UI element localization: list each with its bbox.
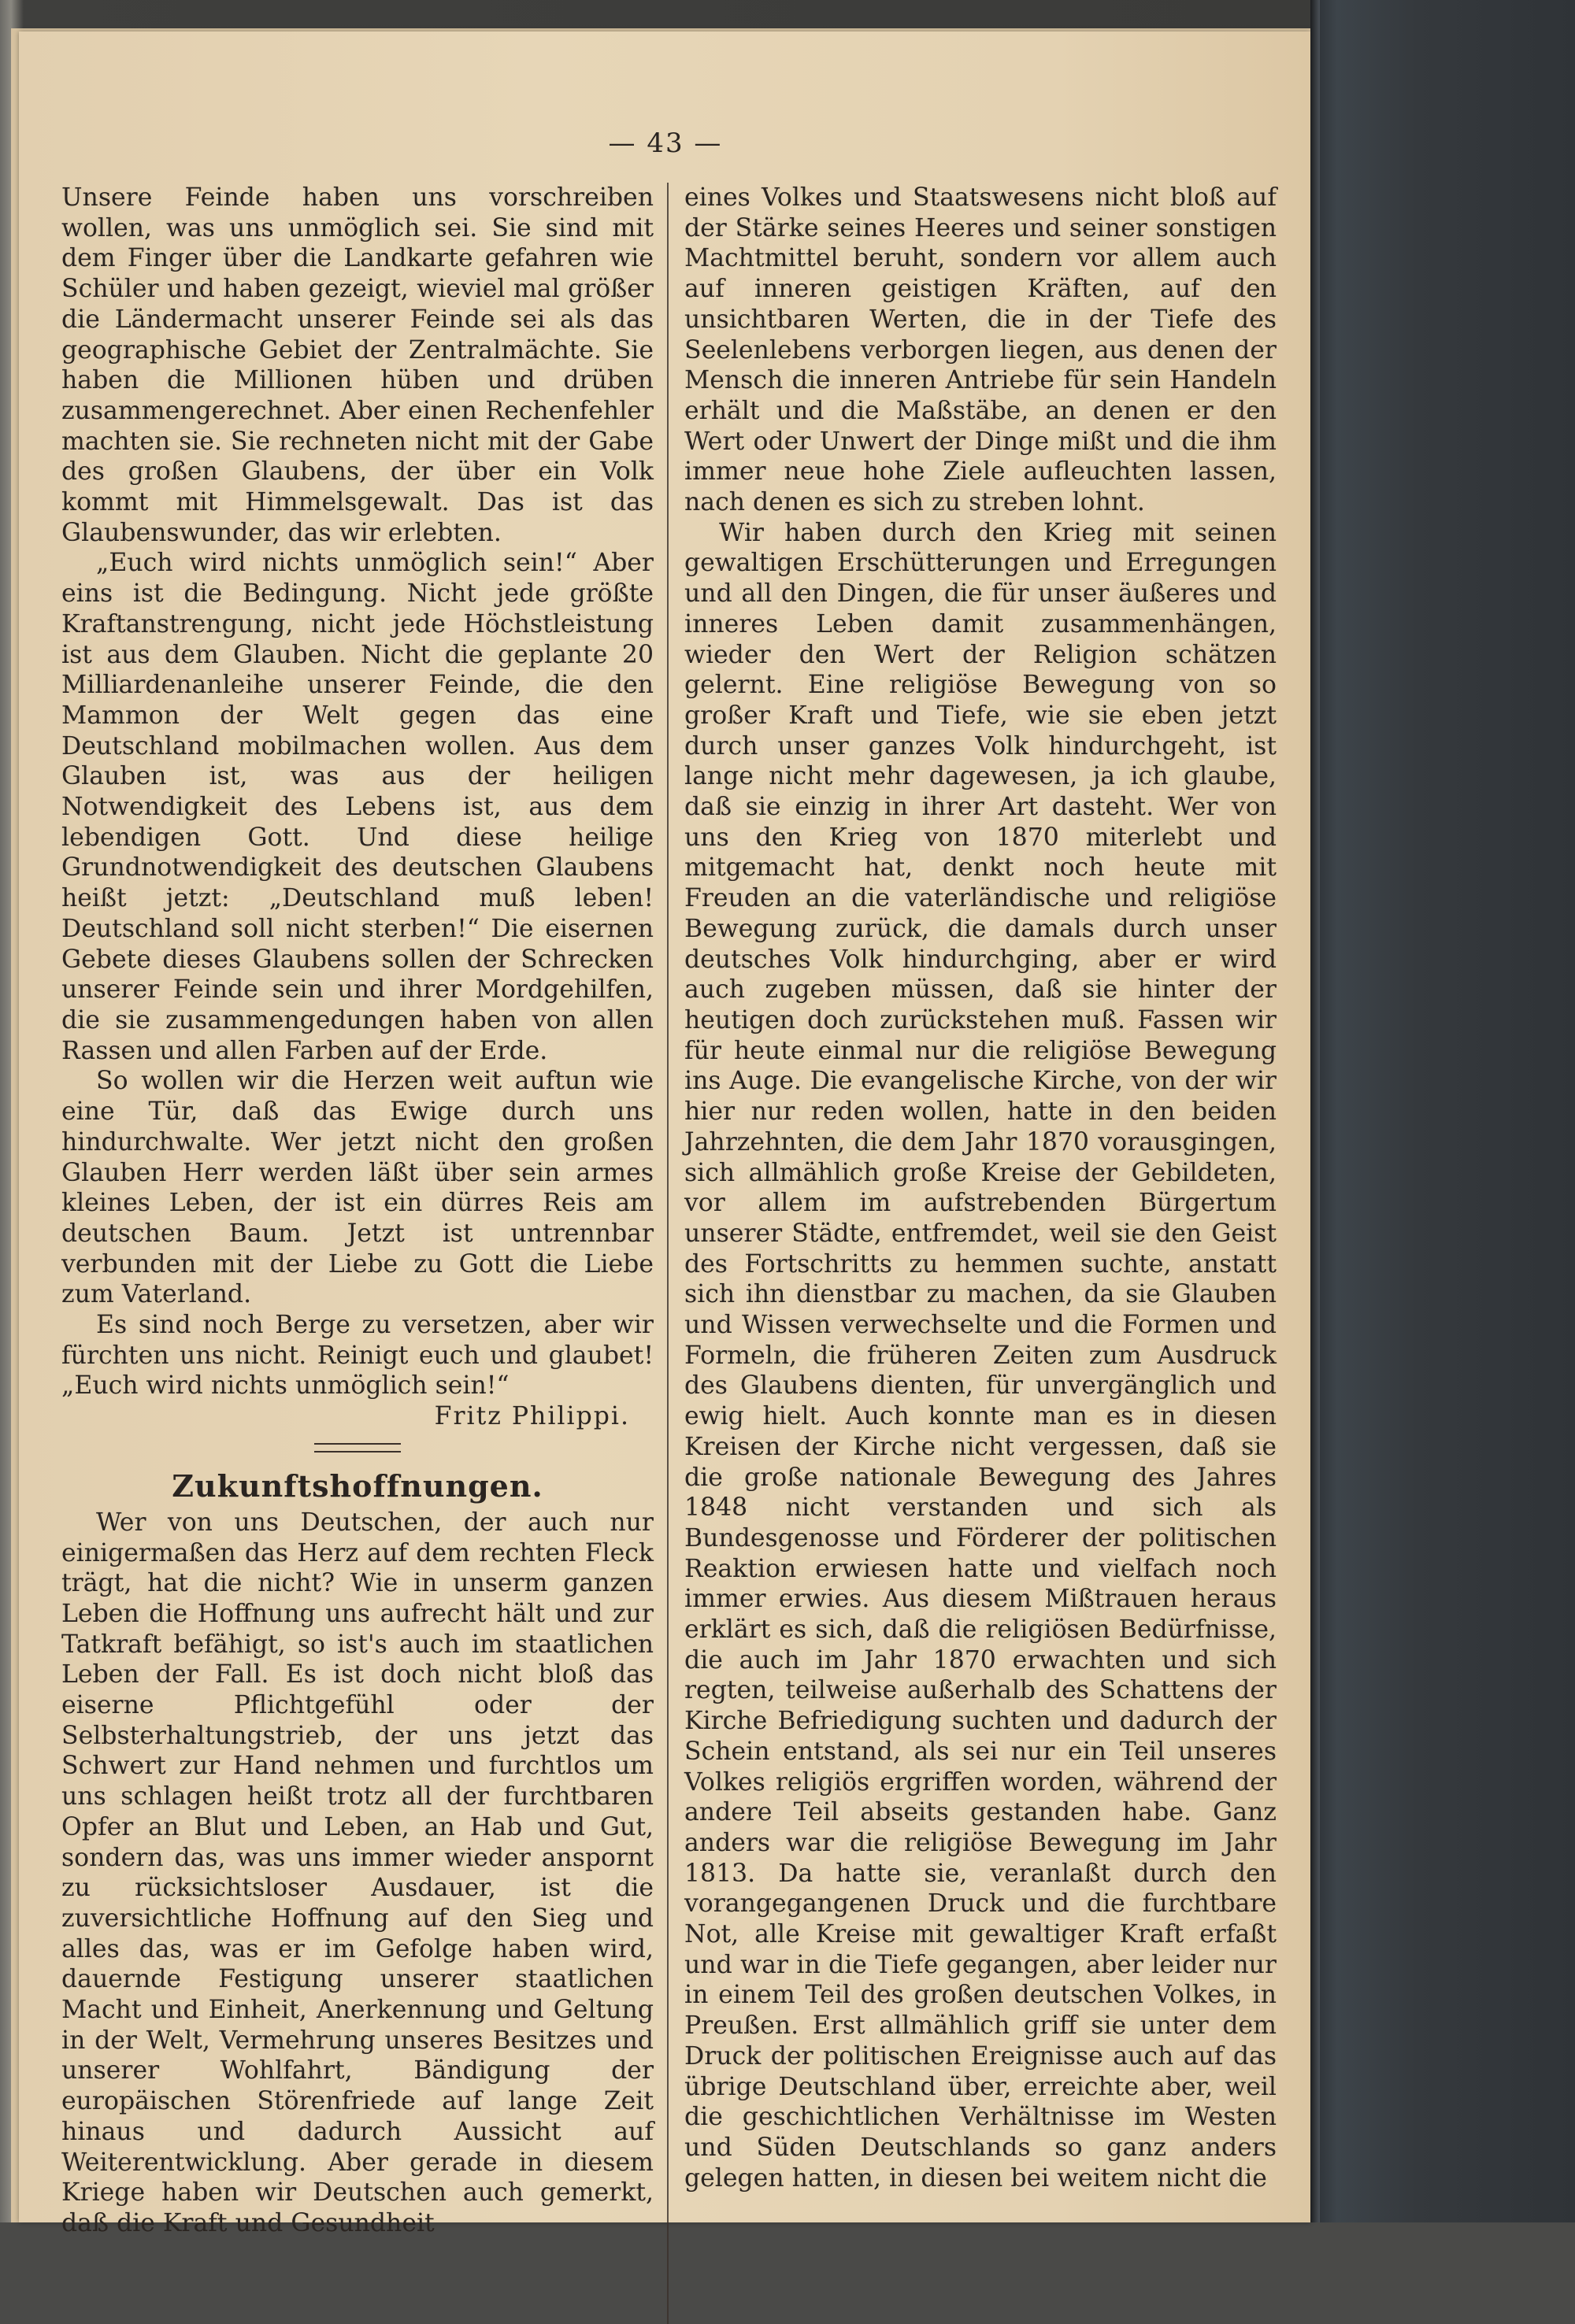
article-heading: Zukunftshoffnungen. <box>172 1467 543 1504</box>
paragraph: „Euch wird nichts unmöglich sein!“ Aber eins ist die Bedingung. Nicht jede größte Kraftanstrengung, nicht jede Höchstleistung ist aus dem Glauben. Nicht die geplante 20 Milliardenanleihe unserer Feinde, die den Mammon der Welt gegen das eine Deutschland mobilmachen wollen. Aus dem Glauben ist, was aus der heiligen Notwendigkeit des Lebens ist, aus dem lebendigen Gott. Und diese heilige Grundnotwendigkeit des deutschen Glaubens heißt jetzt: „Deutschland muß leben! Deutschland soll nicht sterben!“ Die eisernen Gebete dieses Glaubens sollen der Schrecken unserer Feinde sein und ihrer Mordgehilfen, die sie zusammengedungen haben von allen Rassen und allen Farben auf der Erde. <box>61 549 654 1065</box>
paragraph: Unsere Feinde haben uns vorschreiben wollen, was uns unmöglich sei. Sie sind mit dem Finger über die Landkarte gefahren wie Schüler und haben gezeigt, wieviel mal größer die Ländermacht unserer Feinde sei als das geographische Gebiet der Zentralmächte. Sie haben die Millionen hüben und drüben zusammengerechnet. Aber einen Rechenfehler machten sie. Sie rechneten nicht mit der Gabe des großen Glaubens, der über ein Volk kommt mit Himmelsgewalt. Das ist das Glaubenswunder, das wir erlebten. <box>61 183 654 547</box>
paragraph: Es sind noch Berge zu versetzen, aber wir fürchten uns nicht. Reinigt euch und glaubet! „Euch wird nichts unmöglich sein!“ <box>61 1311 654 1401</box>
paragraph: Wir haben durch den Krieg mit seinen gewaltigen Erschütterungen und Erregungen und all den Dingen, die für unser äußeres und inneres Leben damit zusammenhängen, wieder den Wert der Religion schätzen gelernt. Eine religiöse Bewegung von so großer Kraft und Tiefe, wie sie eben jetzt durch unser ganzes Volk hindurchgeht, ist lange nicht mehr dagewesen, ja ich glaube, daß sie einzig in ihrer Art dasteht. Wer von uns den Krieg von 1870 miterlebt und mitgemacht hat, denkt noch heute mit Freuden an die vaterländische und religiöse Bewegung zurück, die damals durch unser deutsches Volk hindurchging, aber er wird auch zugeben müssen, daß sie hinter der heutigen doch zurückstehen muß. Fassen wir für heute einmal nur die religiöse Bewegung ins Auge. Die evangelische Kirche, von der wir hier nur reden wollen, hatte in den beiden Jahrzehnten, die dem Jahr 1870 vorausgingen, sich allmählich große Kreise der Gebildeten, vor allem im aufstrebenden Bürgertum unserer Städte, entfremdet, weil sie den Geist des Fortschritts zu hemmen suchte, anstatt sich ihn dienstbar zu machen, da sie Glauben und Wissen verwechselte und die Formen und Formeln, die früheren Zeiten zum Ausdruck des Glaubens dienten, für unvergänglich und ewig hielt. Auch konnte man es in diesen Kreisen der Kirche nicht vergessen, daß sie die große nationale Bewegung des Jahres 1848 nicht verstanden und sich als Bundesgenosse und Förderer der politischen Reaktion erwiesen hatte und vielfach noch immer erwies. Aus diesem Mißtrauen heraus erklärt es sich, daß die religiösen Bedürfnisse, die auch im Jahr 1870 erwachten und sich regten, teilweise außerhalb des Schattens der Kirche Befriedigung suchten und dadurch der Schein entstand, als sei nur ein Teil unseres Volkes religiös ergriffen worden, während der andere Teil abseits gestanden habe. Ganz anders war die religiöse Bewegung im Jahr 1813. Da hatte sie, veranlaßt durch den vorangegangenen Druck und die furchtbare Not, alle Kreise mit gewaltiger Kraft erfaßt und war in die Tiefe gegangen, aber leider nur in einem Teil des großen deutschen Volkes, in Preußen. Erst allmählich griff sie unter dem Druck der politischen Ereignisse auch auf das übrige Deutschland über, erreichte aber, weil die geschichtlichen Verhältnisse im Westen und Süden Deutschlands so ganz anders gelegen hatten, in diesen bei weitem nicht die <box>684 518 1277 2193</box>
paragraph: eines Volkes und Staatswesens nicht bloß auf der Stärke seines Heeres und seiner sonstigen Machtmittel beruht, sondern vor allem auch auf inneren geistigen Kräften, auf den unsichtbaren Werten, die in der Tiefe des Seelenlebens verborgen liegen, aus denen der Mensch die inneren Antriebe für sein Handeln erhält und die Maßstäbe, an denen er den Wert oder Unwert der Dinge mißt und die ihm immer neue hohe Ziele aufleuchten lassen, nach denen es sich zu streben lohnt. <box>684 183 1277 517</box>
left-column <box>61 183 654 2239</box>
column-divider <box>667 183 669 2324</box>
paragraph: Wer von uns Deutschen, der auch nur einigermaßen das Herz auf dem rechten Fleck trägt, hat die nicht? Wie in unserm ganzen Leben die Hoffnung uns aufrecht hält und zur Tatkraft befähigt, so ist's auch im staatlichen Leben der Fall. Es ist doch nicht bloß das eiserne Pflichtgefühl oder der Selbsterhaltungstrieb, der uns jetzt das Schwert zur Hand nehmen und furchtlos um uns schlagen heißt trotz all der furchtbaren Opfer an Blut und Leben, an Hab und Gut, sondern das, was uns immer wieder anspornt zu rücksichtsloser Ausdauer, ist die zuversichtliche Hoffnung auf den Sieg und alles das, was er im Gefolge haben wird, dauernde Festigung unserer staatlichen Macht und Einheit, Anerkennung und Geltung in der Welt, Vermehrung unseres Besitzes und unserer Wohlfahrt, Bändigung der europäischen Störenfriede auf lange Zeit hinaus und dadurch Aussicht auf Weiterentwicklung. Aber gerade in diesem Kriege haben wir Deutschen auch gemerkt, daß die Kraft und Gesundheit <box>61 1508 654 2237</box>
page-number: — 43 — <box>608 128 723 159</box>
section-separator <box>314 1443 401 1452</box>
right-column <box>684 183 1277 2193</box>
paragraph: So wollen wir die Herzen weit auftun wie eine Tür, daß das Ewige durch uns hindurchwalte. Wer jetzt nicht den großen Glauben Herr werden läßt über sein armes kleines Leben, der ist ein dürres Reis am deutschen Baum. Jetzt ist untrennbar verbunden mit der Liebe zu Gott die Liebe zum Vaterland. <box>61 1067 654 1309</box>
binding-edge <box>1310 0 1320 2222</box>
book-binding <box>1310 0 1575 2222</box>
author-signature: Fritz Philippi. <box>434 1402 630 1431</box>
